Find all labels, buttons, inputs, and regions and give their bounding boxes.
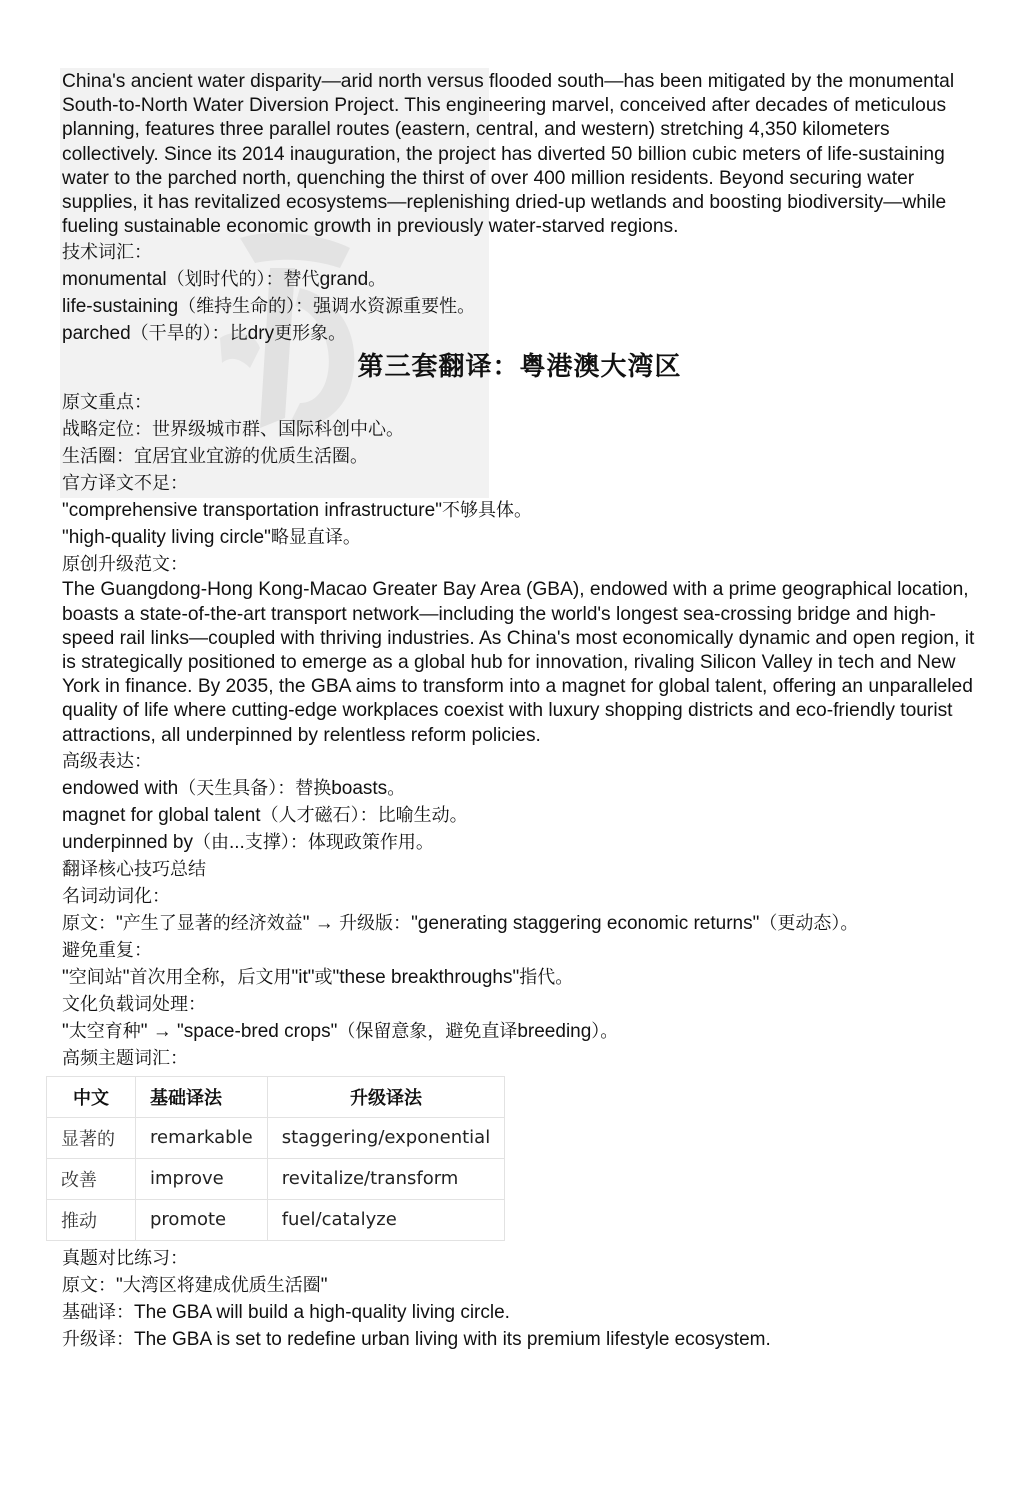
shortcomings-label: 官方译文不足： [62, 473, 188, 495]
key-point: 战略定位：世界级城市群、国际科创中心。 [62, 419, 404, 441]
advanced-label: 高级表达： [62, 750, 152, 772]
nominal-label: 名词动词化： [62, 885, 170, 907]
column-header: 升级译法 [267, 1076, 505, 1117]
shortcoming-item: "comprehensive transportation infrastructure"不够具体。 [62, 500, 532, 522]
nominal-example: 原文："产生了显著的经济效益" → 升级版："generating staggering economic returns"（更动态）。 [62, 912, 859, 934]
repeat-label: 避免重复： [62, 939, 152, 961]
summary-title: 翻译核心技巧总结 [62, 858, 206, 880]
advanced-item: endowed with（天生具备）：替换boasts。 [62, 777, 406, 799]
document-content [62, 70, 977, 1353]
gba-paragraph: The Guangdong-Hong Kong-Macao Greater Bay Area (GBA), endowed with a prime geographical location, boasts a state-of-the-art transport network—including the world's longest sea-crossing bridge and high-speed rail links—coupled with thriving industries. As China's most economically dynamic and open region, it is strategically positioned to emerge as a global hub for innovation, rivaling Silicon Valley in tech and New York in finance. By 2035, the GBA aims to transform into a magnet for global talent, offering an unparalleled quality of life where cutting-edge workplaces coexist with luxury shopping districts and eco-friendly tourist attractions, all underpinned by relentless reform policies. [62, 579, 975, 746]
practice-label: 真题对比练习： [62, 1247, 188, 1269]
table-cell: remarkable [136, 1117, 268, 1158]
practice-basic: 基础译：The GBA will build a high-quality living circle. [62, 1301, 510, 1323]
section-heading: 第三套翻译：粤港澳大湾区 [357, 352, 682, 383]
practice-source: 原文："大湾区将建成优质生活圈" [62, 1274, 328, 1296]
table-cell: 改善 [47, 1158, 136, 1199]
column-header: 基础译法 [136, 1076, 268, 1117]
column-header: 中文 [47, 1076, 136, 1117]
table-row [47, 1199, 505, 1240]
culture-example: "太空育种" → "space-bred crops"（保留意象，避免直译breeding）。 [62, 1020, 619, 1042]
key-points-label: 原文重点： [62, 392, 152, 414]
table-cell: staggering/exponential [267, 1117, 505, 1158]
table-cell: improve [136, 1158, 268, 1199]
water-diversion-paragraph: China's ancient water disparity—arid north versus flooded south—has been mitigated by the monumental South-to-North Water Diversion Project. This engineering marvel, conceived after decades of meticulous planning, features three parallel routes (eastern, central, and western) stretching 4,350 kilometers collectively. Since its 2014 inauguration, the project has diverted 50 billion cubic meters of life-sustaining water to the parched north, quenching the thirst of over 400 million residents. Beyond securing water supplies, it has revitalized ecosystems—replenishing dried-up wetlands and boosting biodiversity—while fueling sustainable economic growth in previously water-starved regions. [62, 71, 955, 238]
table-cell: 推动 [47, 1199, 136, 1240]
vocab-table [46, 1076, 505, 1241]
table-cell: revitalize/transform [267, 1158, 505, 1199]
table-cell: fuel/catalyze [267, 1199, 505, 1240]
table-row [47, 1117, 505, 1158]
repeat-example: "空间站"首次用全称，后文用"it"或"these breakthroughs"指代。 [62, 966, 574, 988]
table-header-row [47, 1076, 505, 1117]
freq-vocab-label: 高频主题词汇： [62, 1047, 188, 1069]
vocab-item: life-sustaining（维持生命的）：强调水资源重要性。 [62, 296, 476, 318]
key-point: 生活圈：宜居宜业宜游的优质生活圈。 [62, 446, 368, 468]
vocab-item: monumental（划时代的）：替代grand。 [62, 269, 387, 291]
table-cell: 显著的 [47, 1117, 136, 1158]
vocab-item: parched（干旱的）：比dry更形象。 [62, 323, 347, 345]
vocab-label: 技术词汇： [62, 242, 152, 264]
sample-label: 原创升级范文： [62, 554, 188, 576]
table-cell: promote [136, 1199, 268, 1240]
advanced-item: magnet for global talent（人才磁石）：比喻生动。 [62, 804, 468, 826]
table-row [47, 1158, 505, 1199]
culture-label: 文化负载词处理： [62, 993, 206, 1015]
practice-upgrade: 升级译：The GBA is set to redefine urban living with its premium lifestyle ecosystem. [62, 1328, 771, 1350]
shortcoming-item: "high-quality living circle"略显直译。 [62, 527, 361, 549]
advanced-item: underpinned by（由...支撑）：体现政策作用。 [62, 831, 434, 853]
